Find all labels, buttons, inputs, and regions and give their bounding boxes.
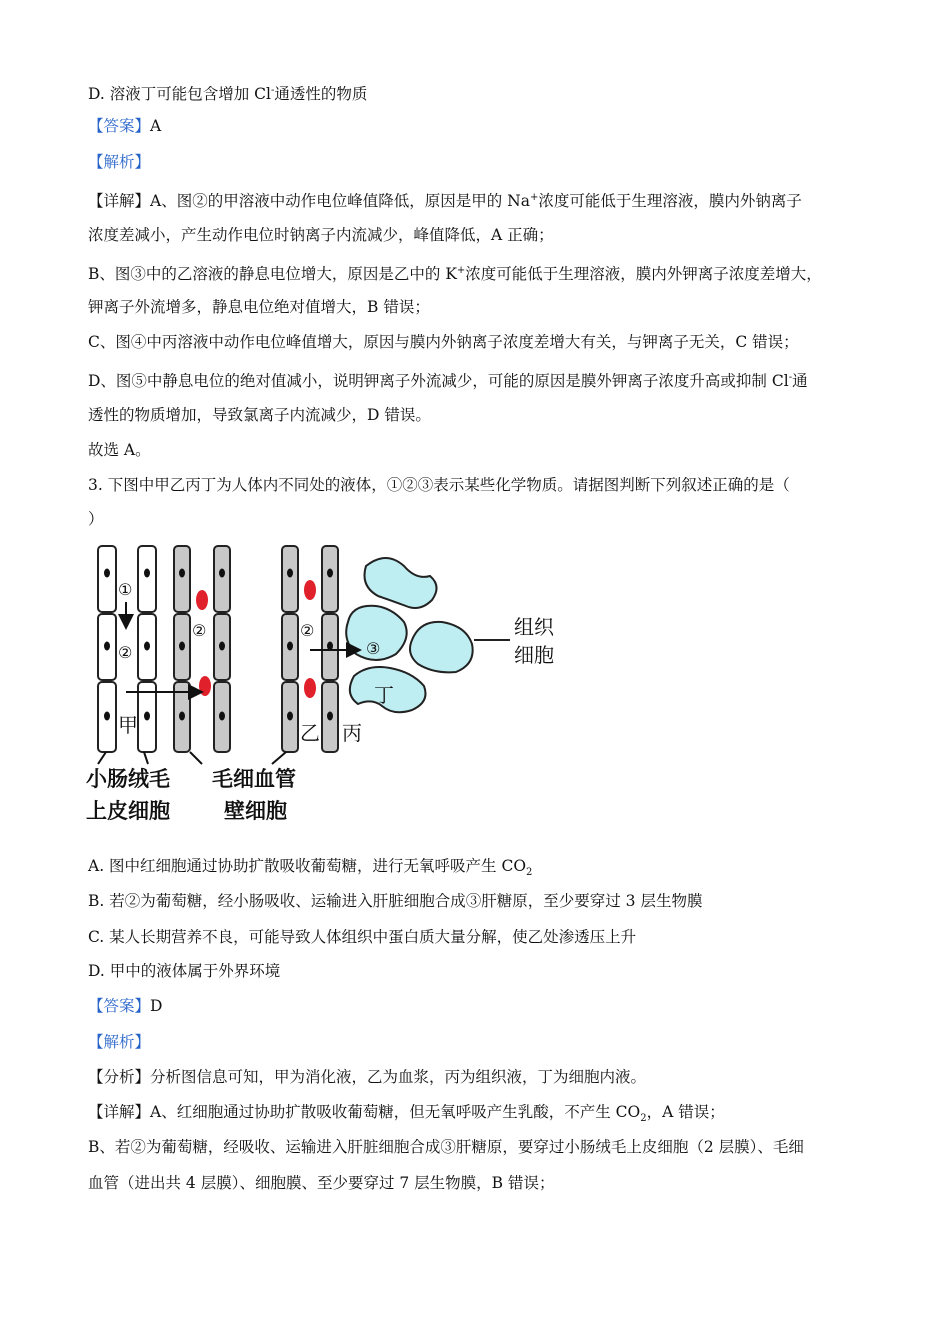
label-tissue-cell: 细胞 <box>514 643 554 667</box>
q3-detail-line: 【详解】A、红细胞通过协助扩散吸收葡萄糖，但无氧呼吸产生乳酸，不产生 $CO_2$，A 错误； <box>88 1103 725 1125</box>
q3-stem: 3. 下图中甲乙丙丁为人体内不同处的液体，①②③表示某些化学物质。请据图判断下列叙述正确的是（ <box>88 476 790 494</box>
q2-analysis-tag: 【解析】 <box>88 153 151 171</box>
q2-detail-line: 【详解】A、图②的甲溶液中动作电位峰值降低，原因是甲的 Na+浓度可能低于生理溶液，膜内外钠离子 <box>88 192 802 211</box>
label-epithelium: 小肠绒毛 <box>86 767 170 791</box>
tissue-cells <box>346 558 472 712</box>
q3-detail-line: B、若②为葡萄糖，经吸收、运输进入肝脏细胞合成③肝糖原，要穿过小肠绒毛上皮细胞（2 层膜）、毛细 <box>88 1138 804 1156</box>
label-yi: 乙 <box>300 721 320 745</box>
q2-conclusion: 故选 A。 <box>88 441 151 459</box>
label-jia: 甲 <box>118 713 138 737</box>
q2-option-d: D. 溶液丁可能包含增加 Cl-通透性的物质 <box>88 85 368 104</box>
q2-detail-line: C、图④中丙溶液中动作电位峰值增大，原因与膜内外钠离子浓度差增大有关，与钾离子无关，C 错误； <box>88 333 799 351</box>
marker-1: ① <box>118 580 133 599</box>
q2-detail-line: B、图③中的乙溶液的静息电位增大，原因是乙中的 K+浓度可能低于生理溶液，膜内外钾离子浓度差增大， <box>88 265 822 284</box>
q2-detail-line: 透性的物质增加，导致氯离子内流减少，D 错误。 <box>88 406 431 424</box>
marker-2: ② <box>300 621 315 640</box>
q3-answer: 【答案】D <box>88 997 163 1015</box>
label-tissue-cell: 组织 <box>514 615 554 639</box>
q3-option-b: B. 若②为葡萄糖，经小肠吸收、运输进入肝脏细胞合成③肝糖原，至少要穿过 3 层生物膜 <box>88 892 703 910</box>
label-epithelium: 上皮细胞 <box>86 799 170 823</box>
q3-figure <box>86 536 586 826</box>
red-blood-cells <box>196 590 211 696</box>
q3-fenxi: 【分析】分析图信息可知，甲为消化液，乙为血浆，丙为组织液，丁为细胞内液。 <box>88 1068 647 1086</box>
marker-3: ③ <box>366 639 381 658</box>
q3-analysis-tag: 【解析】 <box>88 1033 151 1051</box>
q3-option-a: A. 图中红细胞通过协助扩散吸收葡萄糖，进行无氧呼吸产生 $CO_2$ <box>88 857 533 879</box>
label-capillary: 毛细血管 <box>212 767 296 791</box>
q2-detail-line: 钾离子外流增多，静息电位绝对值增大，B 错误； <box>88 298 430 316</box>
label-capillary: 壁细胞 <box>224 799 287 823</box>
q2-answer: 【答案】A <box>88 117 162 135</box>
label-ding: 丁 <box>374 683 394 707</box>
q3-detail-line: 血管（进出共 4 层膜）、细胞膜、至少要穿过 7 层生物膜，B 错误； <box>88 1174 555 1192</box>
q3-stem-cont: ） <box>88 510 104 528</box>
marker-2: ② <box>118 643 133 662</box>
marker-2: ② <box>192 621 207 640</box>
label-bing: 丙 <box>342 721 362 745</box>
q3-option-d: D. 甲中的液体属于外界环境 <box>88 962 281 980</box>
q3-option-c: C. 某人长期营养不良，可能导致人体组织中蛋白质大量分解，使乙处渗透压上升 <box>88 928 637 946</box>
q2-detail-line: 浓度差减小，产生动作电位时钠离子内流减少，峰值降低，A 正确； <box>88 226 554 244</box>
q2-detail-line: D、图⑤中静息电位的绝对值减小，说明钾离子外流减少，可能的原因是膜外钾离子浓度升高或抑制 Cl-通 <box>88 372 808 391</box>
